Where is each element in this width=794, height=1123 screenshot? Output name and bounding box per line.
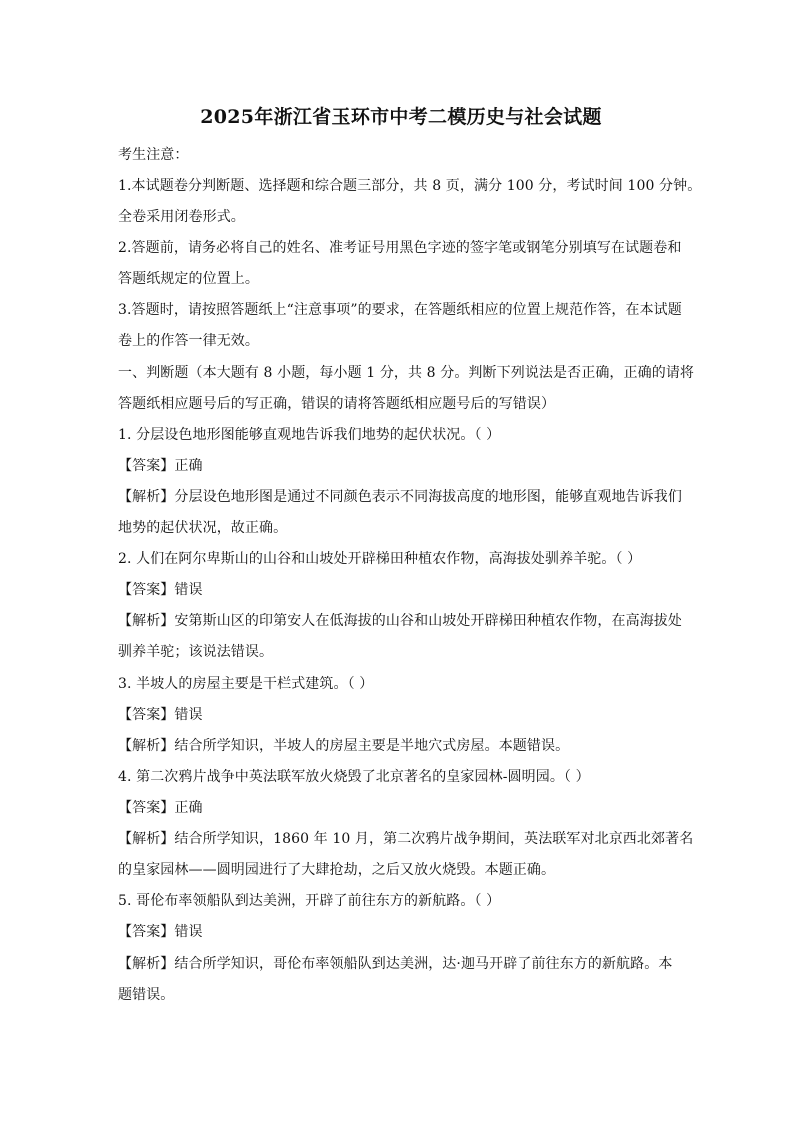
question-4-analysis-line-2: 的皇家园林——圆明园进行了大肆抢劫，之后又放火烧毁。本题正确。: [118, 862, 556, 878]
question-2-stem: 2. 人们在阿尔卑斯山的山谷和山坡处开辟梯田种植农作物，高海拔处驯养羊驼。（ ）: [118, 551, 642, 567]
notice-item-1-line-2: 全卷采用闭卷形式。: [118, 209, 245, 225]
page-title: 2025年浙江省玉环市中考二模历史与社会试题: [200, 106, 602, 128]
notice-item-1-line-1: 1.本试题卷分判断题、选择题和综合题三部分，共 8 页，满分 100 分，考试时间 100 分钟。: [118, 178, 702, 194]
notice-item-3-line-1: 3.答题时，请按照答题纸上“注意事项”的要求，在答题纸相应的位置上规范作答，在本试题: [118, 302, 682, 318]
notice-item-3-line-2: 卷上的作答一律无效。: [118, 333, 259, 349]
question-5-stem: 5. 哥伦布率领船队到达美洲，开辟了前往东方的新航路。（ ）: [118, 893, 501, 909]
question-4-answer: 【答案】正确: [118, 800, 203, 816]
notice-heading: 考生注意：: [118, 147, 189, 163]
notice-item-2-line-1: 2.答题前，请务必将自己的姓名、准考证号用黑色字迹的签字笔或钢笔分别填写在试题卷和: [118, 240, 682, 256]
question-3-answer: 【答案】错误: [118, 707, 203, 723]
question-3-analysis-line-1: 【解析】结合所学知识，半坡人的房屋主要是半地穴式房屋。本题错误。: [118, 738, 570, 754]
question-1-stem: 1. 分层设色地形图能够直观地告诉我们地势的起伏状况。（ ）: [118, 427, 501, 443]
question-2-analysis-line-2: 驯养羊驼；该说法错误。: [118, 644, 274, 660]
question-1-analysis-line-1: 【解析】分层设色地形图是通过不同颜色表示不同海拔高度的地形图，能够直观地告诉我们: [118, 489, 682, 505]
question-4-analysis-line-1: 【解析】结合所学知识，1860 年 10 月，第二次鸦片战争期间，英法联军对北京西北郊著名: [118, 831, 694, 847]
question-2-analysis-line-1: 【解析】安第斯山区的印第安人在低海拔的山谷和山坡处开辟梯田种植农作物，在高海拔处: [118, 613, 682, 629]
section-heading-line-1: 一、判断题（本大题有 8 小题，每小题 1 分，共 8 分。判断下列说法是否正确，正确的请将: [118, 365, 695, 381]
question-2-answer: 【答案】错误: [118, 582, 203, 598]
notice-item-2-line-2: 答题纸规定的位置上。: [118, 271, 259, 287]
question-3-stem: 3. 半坡人的房屋主要是干栏式建筑。（ ）: [118, 676, 374, 692]
question-4-stem: 4. 第二次鸦片战争中英法联军放火烧毁了北京著名的皇家园林-圆明园。（ ）: [118, 769, 590, 785]
question-1-analysis-line-2: 地势的起伏状况，故正确。: [118, 520, 288, 536]
section-heading-line-2: 答题纸相应题号后的写正确，错误的请将答题纸相应题号后的写错误）: [118, 396, 556, 412]
question-5-analysis-line-1: 【解析】结合所学知识，哥伦布率领船队到达美洲，达·迦马开辟了前往东方的新航路。本: [118, 956, 673, 972]
question-5-analysis-line-2: 题错误。: [118, 987, 175, 1003]
question-5-answer: 【答案】错误: [118, 924, 203, 940]
question-1-answer: 【答案】正确: [118, 458, 203, 474]
